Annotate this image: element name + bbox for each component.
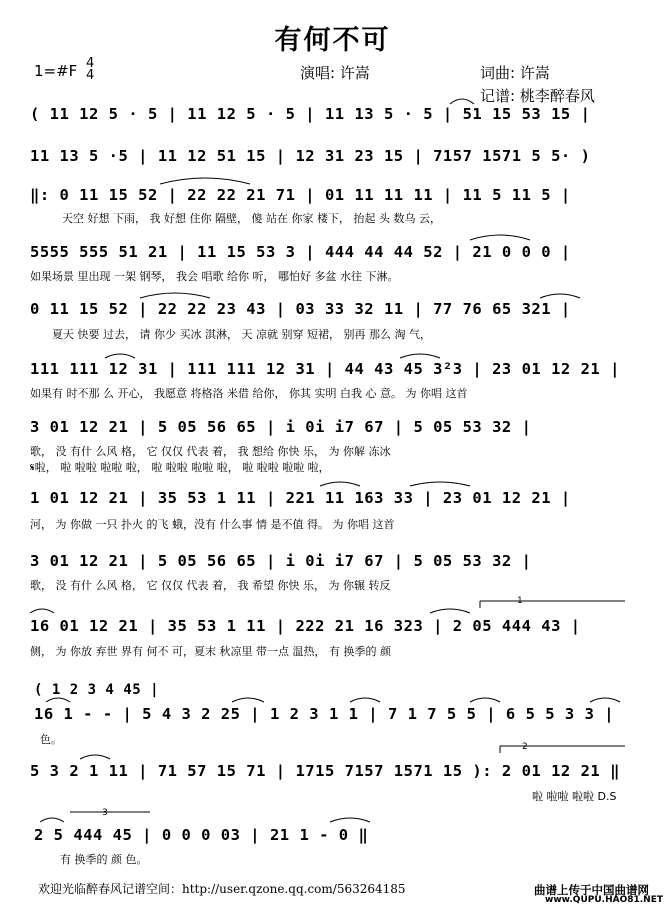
notation-row: 16 01 12 21 | 35 53 1 11 | 222 21 16 323 | 2 05 444 43 | — [30, 617, 581, 635]
lyric-row: 色。 — [40, 733, 62, 746]
slur-mark — [430, 609, 470, 613]
slur-mark — [410, 482, 470, 486]
slur-mark — [470, 698, 500, 702]
slur-mark — [400, 354, 440, 358]
notation-row: 111 111 12 31 | 111 111 12 31 | 44 43 45 3²3 | 23 01 12 21 | — [30, 360, 620, 378]
slur-mark — [40, 818, 64, 822]
lyric-row: 啦 啦啦 啦啦 D.S — [532, 790, 617, 803]
notation-row: 0 11 15 52 | 22 22 23 43 | 03 33 32 11 | 77 76 65 321 | — [30, 300, 571, 318]
volta-1-label: 1 — [517, 596, 523, 606]
notation-row: ( 11 12 5 · 5 | 11 12 5 · 5 | 11 13 5 · 5 | 51 15 53 15 | — [30, 105, 591, 123]
slur-mark — [80, 755, 110, 759]
composer-credit: 词曲: 许嵩 — [480, 64, 550, 82]
notation-row: 5555 555 51 21 | 11 15 53 3 | 444 44 44 52 | 21 0 0 0 | — [30, 243, 571, 261]
watermark-url: www.QUPU.HAO81.NET — [545, 895, 663, 905]
lyric-row: 歌， 没 有什 么风 格， 它 仅仅 代表 着， 我 希望 你快 乐， 为 你辗 转反 — [30, 579, 391, 592]
notation-row: 3 01 12 21 | 5 05 56 65 | i 0i i7 67 | 5 05 53 32 | — [30, 418, 532, 436]
slur-mark — [105, 354, 135, 358]
slur-mark — [140, 293, 210, 298]
lyric-row: 河， 为 你做 一只 扑火 的飞 蛾，没有 什么事 情 是不值 得。 为 你唱 这首 — [30, 518, 395, 531]
lyric-row: 夏天 快要 过去， 请 你少 买冰 淇淋， 天 凉就 别穿 短裙， 别再 那么 淘 气， — [52, 328, 431, 341]
notation-row: 5 3 2 1 11 | 71 57 15 71 | 1715 7157 1571 15 ): 2 01 12 21 ‖ — [30, 762, 620, 780]
lyric-row: 有 换季的 颜 色。 — [60, 853, 148, 866]
slur-mark — [470, 235, 530, 240]
lyric-row: 如果场景 里出现 一架 钢琴， 我会 唱歌 给你 听， 哪怕好 多盆 水往 下淋。 — [30, 270, 399, 283]
song-title: 有何不可 — [274, 25, 391, 56]
slur-mark — [232, 698, 264, 702]
notation-row-bracket: ( 1 2 3 4 45 | — [34, 682, 160, 698]
volta-2-label: 2 — [522, 742, 528, 752]
slur-mark — [30, 609, 54, 613]
slur-mark — [330, 818, 370, 822]
notation-row: 11 13 5 ·5 | 11 12 51 15 | 12 31 23 15 | 7157 1571 5 5· ) — [30, 147, 591, 165]
lyric-row: 天空 好想 下雨， 我 好想 住你 隔壁， 傻 站在 你家 楼下， 抬起 头 数乌 云， — [62, 212, 441, 225]
slur-mark — [320, 482, 360, 486]
lyric-row: 如果有 时不那 么 开心， 我愿意 将格洛 米借 给你， 你其 实明 白我 心 意。 为 你唱 这首 — [30, 387, 468, 400]
watermark-text: 曲谱上传于中国曲谱网 — [534, 883, 649, 897]
notation-row: 16 1 - - | 5 4 3 2 25 | 1 2 3 1 1 | 7 1 7 5 5 | 6 5 5 3 3 | — [34, 705, 615, 723]
singer-credit: 演唱: 许嵩 — [300, 64, 370, 82]
time-signature-top: 4 — [86, 56, 95, 71]
triplet-label: 3 — [102, 808, 108, 818]
transcriber-credit: 记谱: 桃李醉春风 — [480, 87, 595, 105]
notation-row: 3 01 12 21 | 5 05 56 65 | i 0i i7 67 | 5 05 53 32 | — [30, 552, 532, 570]
key-signature: 1=#F — [34, 62, 78, 80]
slur-mark — [46, 698, 70, 702]
notation-row: ‖: 0 11 15 52 | 22 22 21 71 | 01 11 11 11 | 11 5 11 5 | — [30, 186, 571, 204]
time-signature-bottom: 4 — [86, 68, 95, 83]
lyric-row-alt: 𝄋啦， 啦 啦啦 啦啦 啦， 啦 啦啦 啦啦 啦， 啦 啦啦 啦啦 啦， — [30, 461, 330, 474]
lyric-row: 侧， 为 你放 弃世 界有 何不 可，夏末 秋凉里 带一点 温热， 有 换季的 颜 — [30, 645, 391, 658]
slur-mark — [450, 99, 474, 104]
slur-mark — [540, 294, 580, 298]
slur-mark — [160, 178, 250, 184]
lyric-row: 歌， 没 有什 么风 格， 它 仅仅 代表 着， 我 想给 你快 乐， 为 你解 冻冰 — [30, 445, 391, 458]
slur-mark — [590, 698, 620, 702]
footer-credit: 欢迎光临醉春风记谱空间：http://user.qzone.qq.com/563264185 — [38, 882, 406, 896]
slur-mark — [350, 698, 380, 702]
notation-row: 2 5 444 45 | 0 0 0 03 | 21 1 - 0 ‖ — [34, 826, 369, 844]
notation-row: 1 01 12 21 | 35 53 1 11 | 221 11 163 33 | 23 01 12 21 | — [30, 489, 571, 507]
